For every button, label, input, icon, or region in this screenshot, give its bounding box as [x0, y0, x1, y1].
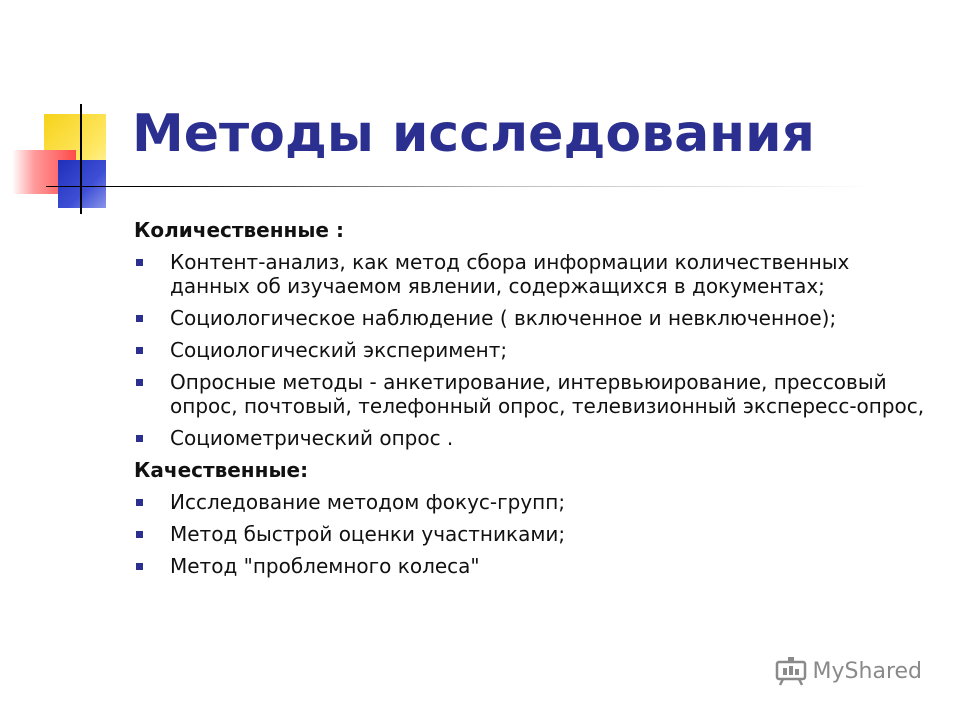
square-bullet-icon	[136, 315, 143, 322]
square-bullet-icon	[136, 531, 143, 538]
slide-title: Методы исследования	[132, 104, 815, 164]
presentation-icon	[775, 656, 807, 686]
square-bullet-icon	[136, 259, 143, 266]
square-bullet-icon	[136, 563, 143, 570]
square-bullet-icon	[136, 435, 143, 442]
decorative-corner-graphic	[0, 0, 140, 220]
list-item: Контент-анализ, как метод сбора информации количественных данных об изучаемом явлении, содержащихся в документах;	[134, 250, 934, 298]
bullet-list	[134, 490, 934, 578]
list-item: Социологический эксперимент;	[134, 338, 934, 362]
title-underline	[46, 186, 876, 187]
blue-square	[58, 160, 106, 208]
section-qualitative	[134, 458, 934, 578]
list-item: Исследование методом фокус-групп;	[134, 490, 934, 514]
list-item: Социологическое наблюдение ( включенное и невключенное);	[134, 306, 934, 330]
section-heading: Количественные :	[134, 218, 344, 242]
section-heading: Качественные:	[134, 458, 309, 482]
list-item: Метод быстрой оценки участниками;	[134, 522, 934, 546]
vertical-rule	[80, 104, 82, 214]
bullet-list	[134, 250, 934, 450]
square-bullet-icon	[136, 499, 143, 506]
list-item: Опросные методы - анкетирование, интервьюирование, прессовый опрос, почтовый, телефонный опрос, телевизионный экспересс-опрос,	[134, 370, 934, 418]
watermark-text: MyShared	[812, 658, 922, 684]
square-bullet-icon	[136, 347, 143, 354]
list-item: Социометрический опрос .	[134, 426, 934, 450]
section-quantitative	[134, 218, 934, 450]
slide-content	[134, 218, 934, 586]
list-item: Метод "проблемного колеса"	[134, 554, 934, 578]
watermark-logo	[775, 656, 922, 686]
square-bullet-icon	[136, 379, 143, 386]
